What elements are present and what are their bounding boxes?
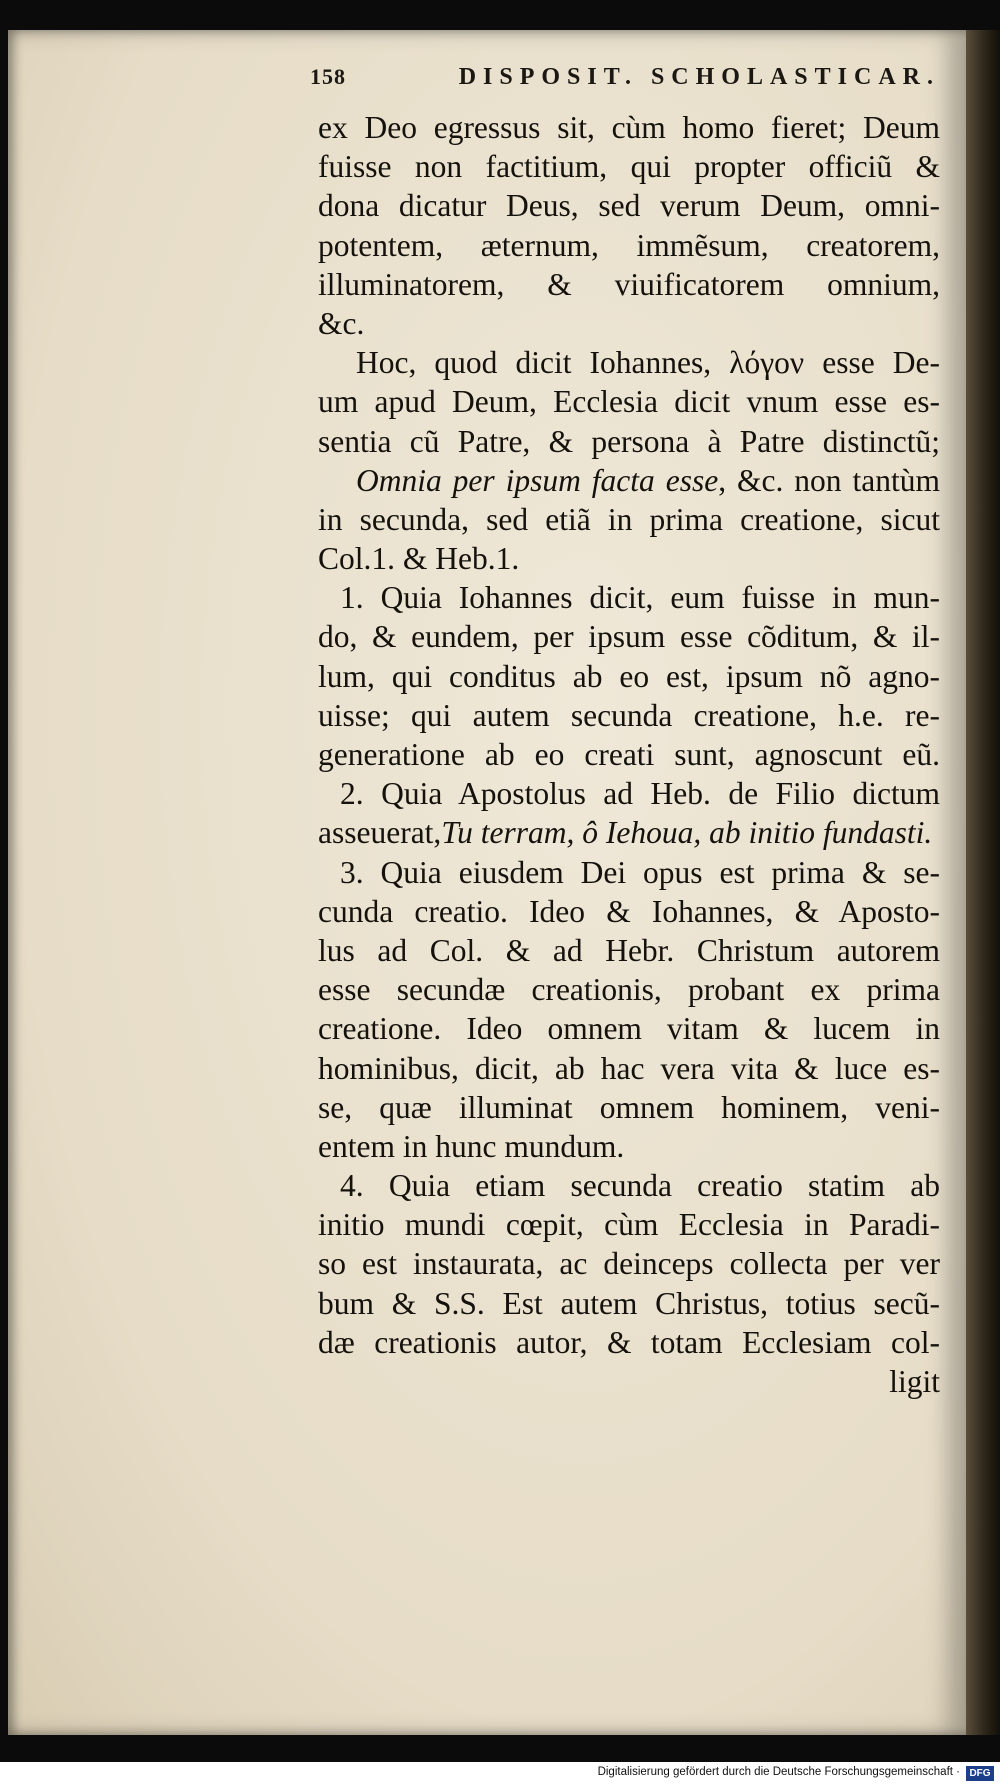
text-line: lus ad Col. & ad Hebr. Christum autorem [318,932,940,968]
text-line: bum & S.S. Est autem Christus, totius secũ- [318,1285,940,1321]
dfg-logo-icon: DFG [966,1766,994,1781]
text-line: 2. Quia Apostolus ad Heb. de Filio dictum [340,776,940,812]
text-line: 3. Quia eiusdem Dei opus est prima & se- [340,854,940,890]
text-line: creatione. Ideo omnem vitam & lucem in [318,1011,940,1047]
text-line: &c. [318,305,365,341]
text-line: generatione ab eo creati sunt, agnoscunt eũ. [318,737,940,772]
funding-credit: Digitalisierung gefördert durch die Deutsche Forschungsgemeinschaft · [597,1766,960,1778]
text-line: in secunda, sed etiã in prima creatione, sicut [318,501,940,537]
text-line: se, quæ illuminat omnem hominem, veni- [318,1089,940,1125]
text-line: so est instaurata, ac deinceps collecta per ver [318,1246,940,1282]
text-line: dæ creationis autor, & totam Ecclesiam col- [318,1324,940,1360]
text-line: potentem, æternum, immẽsum, creatorem, [318,227,940,263]
page-number: 158 [310,64,346,89]
text-line: entem in hunc mundum. [318,1128,625,1164]
text-line: cunda creatio. Ideo & Iohannes, & Aposto- [318,893,940,929]
text-line: esse secundæ creationis, probant ex prima [318,972,940,1008]
roman-phrase: asseuerat, [318,815,442,851]
text-line: lum, qui conditus ab eo est, ipsum nõ agno- [318,658,940,694]
text-line: ex Deo egressus sit, cùm homo fieret; Deum [318,110,940,145]
text-line: Omnia per ipsum facta esse, &c. non tantùm [356,462,940,498]
text-line: Hoc, quod dicit Iohannes, λόγον esse De- [356,345,940,381]
text-line: ligit [889,1364,940,1399]
text-line [318,813,940,852]
italic-quotation: Tu terram, ô Iehoua, ab initio fundasti. [441,815,933,851]
text-line: uisse; qui autem secunda creatione, h.e. re- [318,697,940,733]
text-line: dona dicatur Deus, sed verum Deum, omni- [318,188,940,224]
text-line: initio mundi cœpit, cùm Ecclesia in Paradi- [318,1207,940,1243]
text-line: fuisse non factitium, qui propter officiũ & [318,149,940,185]
body-text [318,108,940,1401]
running-head-title: DISPOSIT. SCHOLASTICAR. [458,64,940,90]
text-line: 4. Quia etiam secunda creatio statim ab [340,1168,940,1204]
text-line: 1. Quia Iohannes dicit, eum fuisse in mun- [340,580,940,616]
page-edge [966,30,1000,1735]
italic-phrase: Omnia per ipsum facta esse [356,462,719,498]
text-line: hominibus, dicit, ab hac vera vita & luce es- [318,1050,940,1086]
text-line: do, & eundem, per ipsum esse cõditum, & il- [318,619,940,655]
text-line: illuminatorem, & viuificatorem omnium, [318,266,940,302]
text-line: Col.1. & Heb.1. [318,541,520,577]
text-line: sentia cũ Patre, & persona à Patre distinctũ; [318,423,940,459]
text-line: um apud Deum, Ecclesia dicit vnum esse es- [318,384,940,420]
running-head [310,64,940,91]
footer-bar [0,1762,1000,1788]
